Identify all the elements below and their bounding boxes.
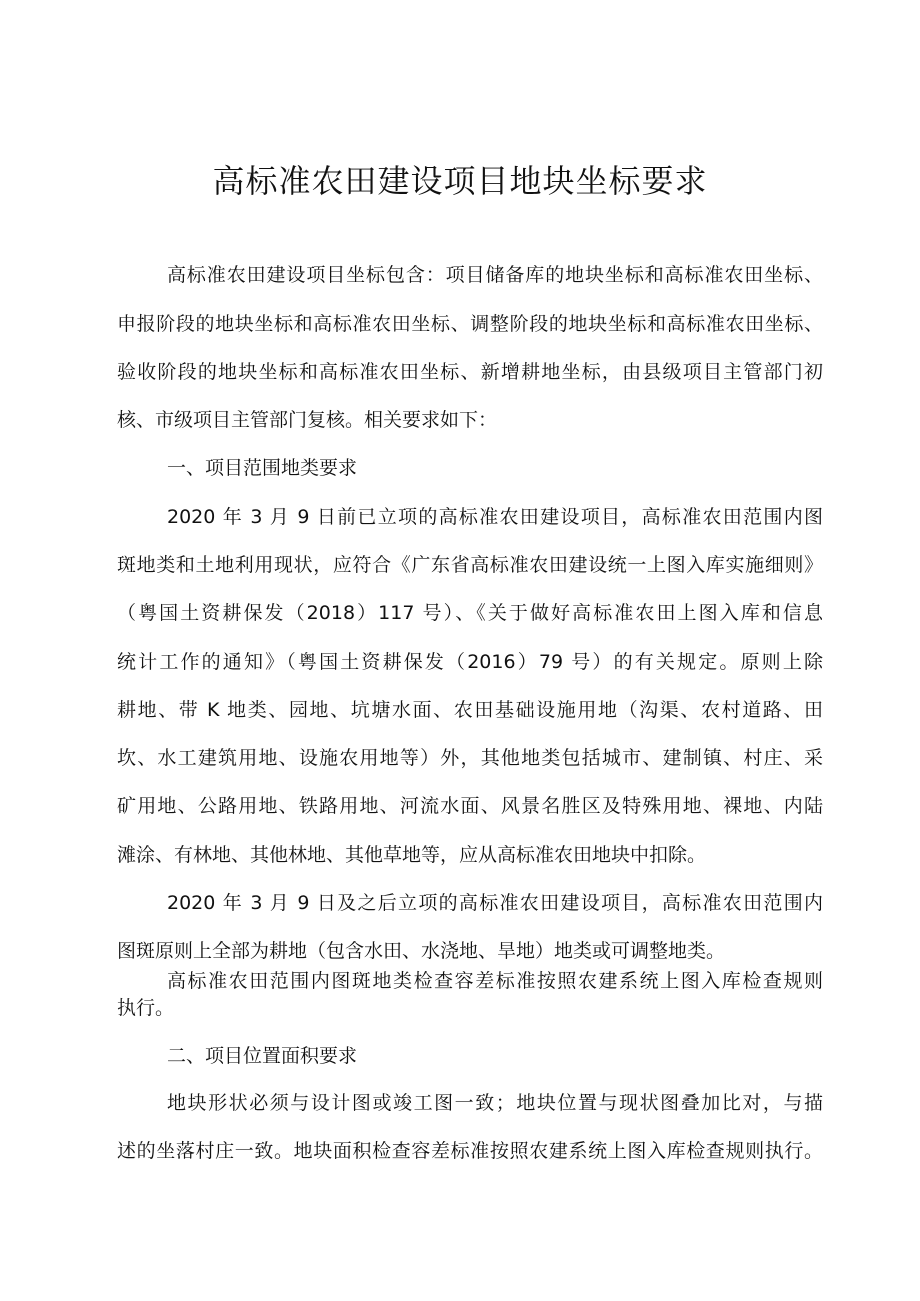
section-heading: 一、项目范围地类要求: [167, 457, 358, 479]
document-title: 高标准农田建设项目地块坐标要求: [212, 162, 708, 200]
text-line: 地块形状必须与设计图或竣工图一致；地块位置与现状图叠加比对，与描: [167, 1092, 823, 1114]
text-line: 高标准农田范围内图斑地类检查容差标准按照农建系统上图入库检查规则: [167, 970, 823, 992]
text-line: 耕地、带 K 地类、园地、坑塘水面、农田基础设施用地（沟渠、农村道路、田: [117, 699, 823, 721]
text-line: 述的坐落村庄一致。地块面积检查容差标准按照农建系统上图入库检查规则执行。: [117, 1140, 823, 1162]
text-line: 核、市级项目主管部门复核。相关要求如下：: [117, 409, 498, 431]
text-line: 斑地类和土地利用现状，应符合《广东省高标准农田建设统一上图入库实施细则》: [117, 554, 823, 576]
section-heading: 二、项目位置面积要求: [167, 1045, 358, 1067]
text-line: 2020 年 3 月 9 日前已立项的高标准农田建设项目，高标准农田范围内图: [167, 506, 823, 528]
text-line: 执行。: [117, 997, 175, 1019]
text-line: 矿用地、公路用地、铁路用地、河流水面、风景名胜区及特殊用地、裸地、内陆: [117, 795, 823, 817]
text-line: 坎、水工建筑用地、设施农用地等）外，其他地类包括城市、建制镇、村庄、采: [117, 747, 823, 769]
text-line: 2020 年 3 月 9 日及之后立项的高标准农田建设项目，高标准农田范围内: [167, 892, 823, 914]
text-line: 高标准农田建设项目坐标包含：项目储备库的地块坐标和高标准农田坐标、: [167, 264, 823, 286]
text-line: 统计工作的通知》（粤国土资耕保发（2016）79 号）的有关规定。原则上除: [117, 651, 823, 673]
text-line: （粤国土资耕保发（2018）117 号）、《关于做好高标准农田上图入库和信息: [117, 602, 823, 624]
text-line: 滩涂、有林地、其他林地、其他草地等，应从高标准农田地块中扣除。: [117, 844, 707, 866]
text-line: 图斑原则上全部为耕地（包含水田、水浇地、旱地）地类或可调整地类。: [117, 940, 726, 962]
text-line: 验收阶段的地块坐标和高标准农田坐标、新增耕地坐标，由县级项目主管部门初: [117, 361, 823, 383]
text-line: 申报阶段的地块坐标和高标准农田坐标、调整阶段的地块坐标和高标准农田坐标、: [117, 313, 823, 335]
